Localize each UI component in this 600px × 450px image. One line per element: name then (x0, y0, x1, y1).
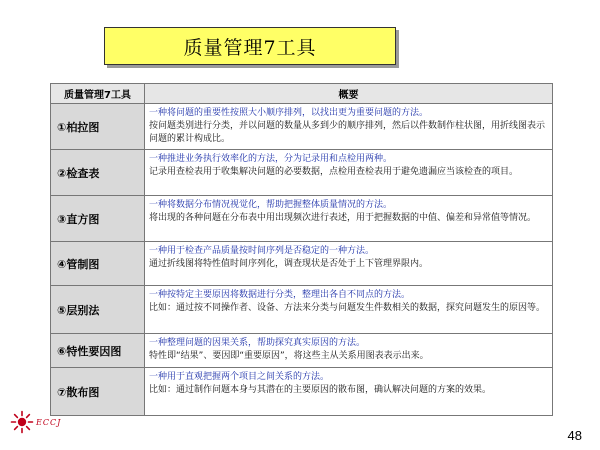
description-body: 比如：通过制作问题本身与其潜在的主要原因的散布图，确认解决问题的方案的效果。 (149, 385, 492, 395)
description-lead: 一种用于检查产品质量按时间序列是否稳定的一种方法。 (149, 246, 375, 256)
tool-description (145, 286, 553, 334)
table-row (51, 334, 553, 368)
sun-logo-icon (10, 410, 34, 434)
tool-description (145, 334, 553, 368)
table-row (51, 196, 553, 242)
table-row (51, 150, 553, 196)
tool-name: ⑤层别法 (51, 286, 145, 334)
tool-name: ①柏拉图 (51, 104, 145, 150)
description-body: 按问题类别进行分类，并以问题的数量从多到少的顺序排列，然后以件数制作柱状图，用折线图表示问题的累计构成比。 (149, 121, 546, 144)
logo-text: ECCJ (36, 417, 62, 427)
header-tool: 质量管理7工具 (51, 84, 145, 104)
qc-tools-table (50, 83, 553, 416)
eccj-logo (10, 410, 61, 434)
tool-description (145, 150, 553, 196)
description-lead: 一种用于直观把握两个项目之间关系的方法。 (149, 372, 330, 382)
tool-name: ②检查表 (51, 150, 145, 196)
description-body: 将出现的各种问题在分布表中用出现频次进行表述，用于把握数据的中值、偏差和异常值等情况。 (149, 213, 537, 223)
tool-name: ③直方图 (51, 196, 145, 242)
description-body: 比如：通过按不同操作者、设备、方法来分类与问题发生件数相关的数据，探究问题发生的原因等。 (149, 303, 546, 313)
description-lead: 一种按特定主要原因将数据进行分类，整理出各自不同点的方法。 (149, 290, 411, 300)
table-header-row (51, 84, 553, 104)
table-row (51, 242, 553, 286)
description-lead: 一种将问题的重要性按照大小顺序排列，以找出更为重要问题的方法。 (149, 108, 429, 118)
tool-description (145, 242, 553, 286)
slide-title: 质量管理7工具 (104, 27, 396, 65)
tool-description (145, 196, 553, 242)
table-row (51, 286, 553, 334)
tool-name: ⑥特性要因图 (51, 334, 145, 368)
tool-description (145, 368, 553, 416)
page-number: 48 (567, 428, 582, 443)
description-body: 特性即“结果”、要因即“重要原因”，将这些主从关系用图表表示出来。 (149, 351, 429, 361)
description-body: 通过折线图将特性值时间序列化，调查现状是否处于上下管理界限内。 (149, 259, 429, 269)
header-summary: 概要 (145, 84, 553, 104)
tool-description (145, 104, 553, 150)
description-lead: 一种将数据分布情况视觉化，帮助把握整体质量情况的方法。 (149, 200, 393, 210)
tool-name: ④管制图 (51, 242, 145, 286)
table-row (51, 368, 553, 416)
table-row (51, 104, 553, 150)
description-lead: 一种整理问题的因果关系，帮助探究真实原因的方法。 (149, 338, 366, 348)
tool-name: ⑦散布图 (51, 368, 145, 416)
description-body: 记录用查检表用于收集解决问题的必要数据，点检用查检表用于避免遗漏应当该检查的项目。 (149, 167, 519, 177)
description-lead: 一种推进业务执行效率化的方法，分为记录用和点检用两种。 (149, 154, 393, 164)
